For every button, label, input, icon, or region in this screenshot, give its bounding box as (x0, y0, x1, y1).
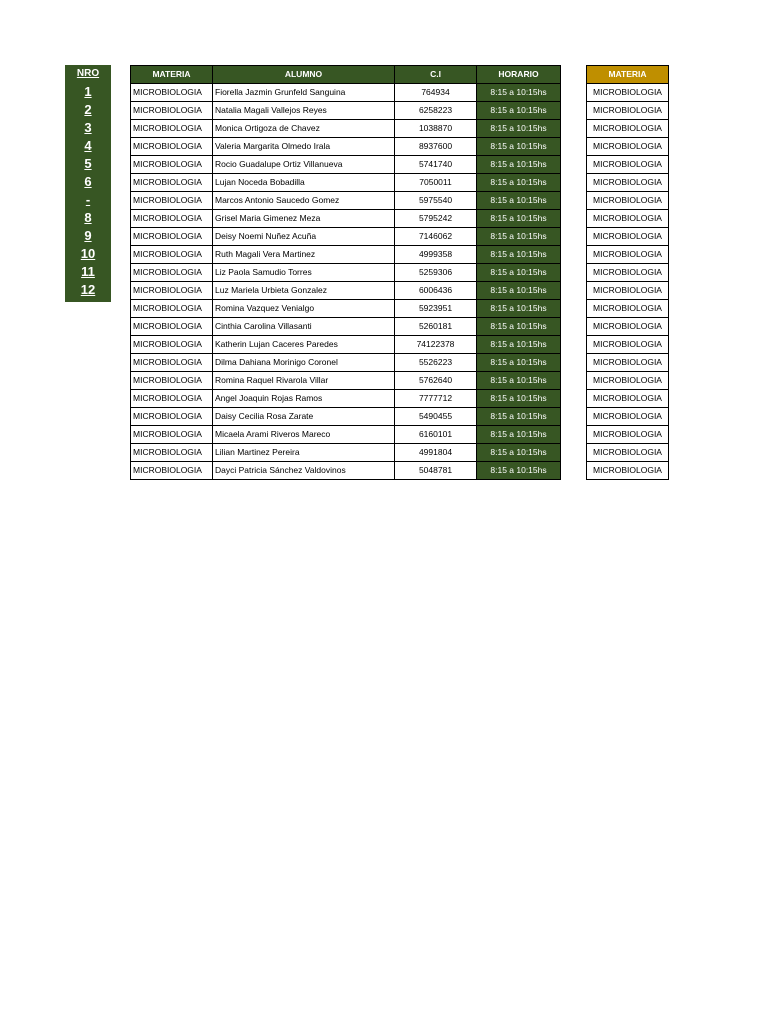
cell-alumno: Katherin Lujan Caceres Paredes (213, 336, 395, 354)
side-row (587, 372, 669, 390)
table-row (131, 246, 561, 264)
side-cell-materia: MICROBIOLOGIA (587, 228, 669, 246)
cell-materia: MICROBIOLOGIA (131, 102, 213, 120)
cell-ci: 7777712 (395, 390, 477, 408)
cell-alumno: Angel Joaquin Rojas Ramos (213, 390, 395, 408)
side-cell-materia: MICROBIOLOGIA (587, 192, 669, 210)
table-row (131, 408, 561, 426)
cell-horario: 8:15 a 10:15hs (477, 300, 561, 318)
side-row (587, 354, 669, 372)
side-header-materia: MATERIA (587, 66, 669, 84)
table-row (131, 300, 561, 318)
table-row (131, 228, 561, 246)
cell-alumno: Rocio Guadalupe Ortiz Villanueva (213, 156, 395, 174)
side-row (587, 192, 669, 210)
side-cell-materia: MICROBIOLOGIA (587, 336, 669, 354)
cell-ci: 7146062 (395, 228, 477, 246)
cell-horario: 8:15 a 10:15hs (477, 264, 561, 282)
side-row (587, 102, 669, 120)
side-cell-materia: MICROBIOLOGIA (587, 354, 669, 372)
side-row (587, 462, 669, 480)
side-row (587, 318, 669, 336)
side-row (587, 138, 669, 156)
table-row (131, 210, 561, 228)
side-cell-materia: MICROBIOLOGIA (587, 84, 669, 102)
table-row (131, 282, 561, 300)
cell-materia: MICROBIOLOGIA (131, 174, 213, 192)
nro-item[interactable]: 5 (84, 156, 92, 171)
cell-materia: MICROBIOLOGIA (131, 228, 213, 246)
table-row (131, 318, 561, 336)
cell-horario: 8:15 a 10:15hs (477, 138, 561, 156)
cell-alumno: Deisy Noemi Nuñez Acuña (213, 228, 395, 246)
cell-horario: 8:15 a 10:15hs (477, 444, 561, 462)
side-cell-materia: MICROBIOLOGIA (587, 120, 669, 138)
cell-materia: MICROBIOLOGIA (131, 318, 213, 336)
nro-item[interactable]: 9 (84, 228, 92, 243)
cell-horario: 8:15 a 10:15hs (477, 246, 561, 264)
cell-ci: 7050011 (395, 174, 477, 192)
cell-materia: MICROBIOLOGIA (131, 444, 213, 462)
cell-materia: MICROBIOLOGIA (131, 264, 213, 282)
cell-horario: 8:15 a 10:15hs (477, 210, 561, 228)
cell-ci: 5260181 (395, 318, 477, 336)
nro-item[interactable]: 11 (81, 264, 95, 279)
cell-horario: 8:15 a 10:15hs (477, 282, 561, 300)
cell-horario: 8:15 a 10:15hs (477, 102, 561, 120)
cell-alumno: Natalia Magali Vallejos Reyes (213, 102, 395, 120)
table-row (131, 462, 561, 480)
cell-horario: 8:15 a 10:15hs (477, 192, 561, 210)
cell-ci: 5526223 (395, 354, 477, 372)
side-cell-materia: MICROBIOLOGIA (587, 282, 669, 300)
nro-column (65, 65, 111, 302)
side-cell-materia: MICROBIOLOGIA (587, 102, 669, 120)
header-horario: HORARIO (477, 66, 561, 84)
table-row (131, 390, 561, 408)
table-row (131, 138, 561, 156)
header-alumno: ALUMNO (213, 66, 395, 84)
table-row (131, 354, 561, 372)
cell-ci: 5048781 (395, 462, 477, 480)
cell-ci: 8937600 (395, 138, 477, 156)
cell-ci: 5795242 (395, 210, 477, 228)
side-cell-materia: MICROBIOLOGIA (587, 300, 669, 318)
cell-alumno: Dilma Dahiana Morinigo Coronel (213, 354, 395, 372)
cell-ci: 5923951 (395, 300, 477, 318)
cell-ci: 5975540 (395, 192, 477, 210)
cell-materia: MICROBIOLOGIA (131, 138, 213, 156)
table-row (131, 102, 561, 120)
table-row (131, 336, 561, 354)
cell-horario: 8:15 a 10:15hs (477, 426, 561, 444)
cell-alumno: Ruth Magali Vera Martinez (213, 246, 395, 264)
materia-side-table (586, 65, 669, 480)
cell-materia: MICROBIOLOGIA (131, 192, 213, 210)
cell-alumno: Fiorella Jazmin Grunfeld Sanguina (213, 84, 395, 102)
cell-materia: MICROBIOLOGIA (131, 390, 213, 408)
nro-item[interactable]: 6 (84, 174, 92, 189)
cell-ci: 74122378 (395, 336, 477, 354)
table-row (131, 444, 561, 462)
table-row (131, 372, 561, 390)
cell-ci: 6160101 (395, 426, 477, 444)
header-ci: C.I (395, 66, 477, 84)
cell-ci: 6006436 (395, 282, 477, 300)
cell-horario: 8:15 a 10:15hs (477, 390, 561, 408)
side-row (587, 408, 669, 426)
cell-alumno: Grisel Maria Gimenez Meza (213, 210, 395, 228)
cell-materia: MICROBIOLOGIA (131, 354, 213, 372)
side-cell-materia: MICROBIOLOGIA (587, 264, 669, 282)
cell-alumno: Liz Paola Samudio Torres (213, 264, 395, 282)
nro-item[interactable]: 8 (84, 210, 92, 225)
cell-alumno: Marcos Antonio Saucedo Gomez (213, 192, 395, 210)
nro-item: - (85, 192, 91, 207)
cell-materia: MICROBIOLOGIA (131, 120, 213, 138)
side-row (587, 228, 669, 246)
nro-item[interactable]: 10 (80, 246, 96, 261)
cell-ci: 5762640 (395, 372, 477, 390)
table-row (131, 174, 561, 192)
side-cell-materia: MICROBIOLOGIA (587, 390, 669, 408)
table-row (131, 120, 561, 138)
cell-ci: 764934 (395, 84, 477, 102)
cell-alumno: Luz Mariela Urbieta Gonzalez (213, 282, 395, 300)
cell-alumno: Romina Raquel Rivarola Villar (213, 372, 395, 390)
table-row (131, 264, 561, 282)
nro-item[interactable]: 4 (84, 138, 92, 153)
side-row (587, 156, 669, 174)
cell-alumno: Micaela Arami Riveros Mareco (213, 426, 395, 444)
side-cell-materia: MICROBIOLOGIA (587, 462, 669, 480)
side-row (587, 282, 669, 300)
side-row (587, 174, 669, 192)
cell-materia: MICROBIOLOGIA (131, 336, 213, 354)
table-row (131, 192, 561, 210)
side-row (587, 246, 669, 264)
side-row (587, 210, 669, 228)
cell-alumno: Romina Vazquez Venialgo (213, 300, 395, 318)
cell-ci: 6258223 (395, 102, 477, 120)
cell-horario: 8:15 a 10:15hs (477, 120, 561, 138)
cell-materia: MICROBIOLOGIA (131, 210, 213, 228)
side-cell-materia: MICROBIOLOGIA (587, 210, 669, 228)
side-cell-materia: MICROBIOLOGIA (587, 246, 669, 264)
cell-materia: MICROBIOLOGIA (131, 246, 213, 264)
side-cell-materia: MICROBIOLOGIA (587, 318, 669, 336)
cell-alumno: Lilian Martinez Pereira (213, 444, 395, 462)
cell-materia: MICROBIOLOGIA (131, 84, 213, 102)
nro-header: NRO (76, 68, 100, 79)
side-cell-materia: MICROBIOLOGIA (587, 174, 669, 192)
cell-horario: 8:15 a 10:15hs (477, 174, 561, 192)
table-row (131, 426, 561, 444)
cell-horario: 8:15 a 10:15hs (477, 408, 561, 426)
nro-item[interactable]: 12 (80, 282, 96, 297)
cell-alumno: Dayci Patricia Sánchez Valdovinos (213, 462, 395, 480)
cell-alumno: Lujan Noceda Bobadilla (213, 174, 395, 192)
side-row (587, 264, 669, 282)
cell-materia: MICROBIOLOGIA (131, 300, 213, 318)
nro-item[interactable]: 1 (84, 84, 92, 99)
cell-ci: 4991804 (395, 444, 477, 462)
side-cell-materia: MICROBIOLOGIA (587, 444, 669, 462)
cell-ci: 1038870 (395, 120, 477, 138)
cell-ci: 4999358 (395, 246, 477, 264)
cell-materia: MICROBIOLOGIA (131, 372, 213, 390)
cell-horario: 8:15 a 10:15hs (477, 228, 561, 246)
side-cell-materia: MICROBIOLOGIA (587, 408, 669, 426)
side-row (587, 444, 669, 462)
side-row (587, 390, 669, 408)
cell-alumno: Cinthia Carolina Villasanti (213, 318, 395, 336)
table-header-row (131, 66, 561, 84)
cell-ci: 5490455 (395, 408, 477, 426)
nro-item[interactable]: 3 (84, 120, 92, 135)
side-row (587, 426, 669, 444)
cell-materia: MICROBIOLOGIA (131, 462, 213, 480)
cell-alumno: Monica Ortigoza de Chavez (213, 120, 395, 138)
students-table (130, 65, 561, 480)
cell-alumno: Valeria Margarita Olmedo Irala (213, 138, 395, 156)
cell-materia: MICROBIOLOGIA (131, 426, 213, 444)
cell-horario: 8:15 a 10:15hs (477, 354, 561, 372)
side-cell-materia: MICROBIOLOGIA (587, 426, 669, 444)
side-cell-materia: MICROBIOLOGIA (587, 156, 669, 174)
side-row (587, 336, 669, 354)
cell-horario: 8:15 a 10:15hs (477, 156, 561, 174)
table-row (131, 84, 561, 102)
cell-alumno: Daisy Cecilia Rosa Zarate (213, 408, 395, 426)
cell-horario: 8:15 a 10:15hs (477, 84, 561, 102)
cell-materia: MICROBIOLOGIA (131, 408, 213, 426)
cell-materia: MICROBIOLOGIA (131, 282, 213, 300)
cell-horario: 8:15 a 10:15hs (477, 372, 561, 390)
side-row (587, 84, 669, 102)
side-header-row (587, 66, 669, 84)
cell-horario: 8:15 a 10:15hs (477, 462, 561, 480)
table-row (131, 156, 561, 174)
side-row (587, 120, 669, 138)
cell-ci: 5259306 (395, 264, 477, 282)
cell-ci: 5741740 (395, 156, 477, 174)
side-cell-materia: MICROBIOLOGIA (587, 138, 669, 156)
side-row (587, 300, 669, 318)
side-cell-materia: MICROBIOLOGIA (587, 372, 669, 390)
cell-materia: MICROBIOLOGIA (131, 156, 213, 174)
cell-horario: 8:15 a 10:15hs (477, 318, 561, 336)
cell-horario: 8:15 a 10:15hs (477, 336, 561, 354)
header-materia: MATERIA (131, 66, 213, 84)
nro-item[interactable]: 2 (84, 102, 92, 117)
